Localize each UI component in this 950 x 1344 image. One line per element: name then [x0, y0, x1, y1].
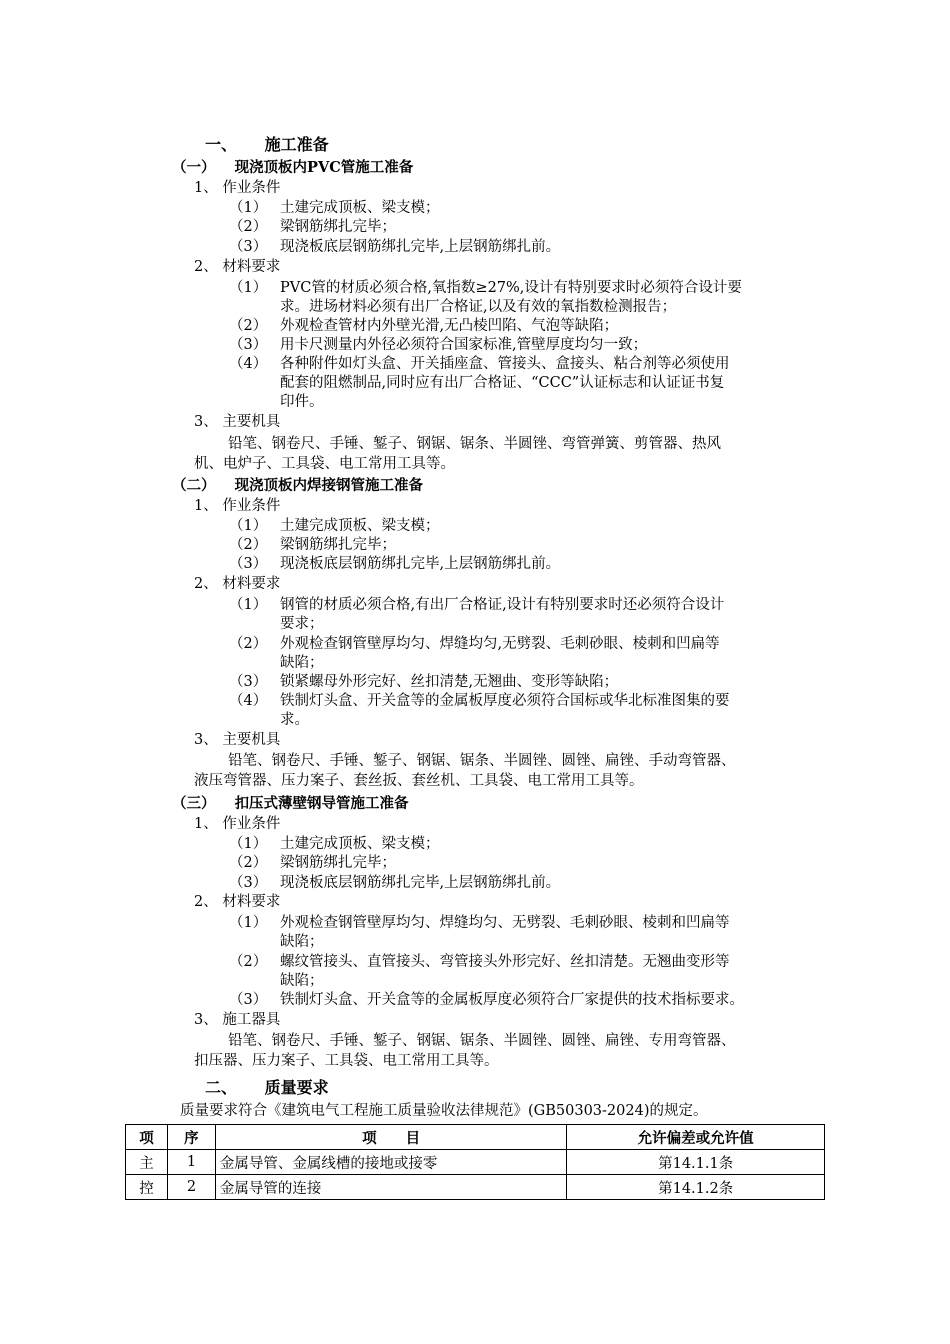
list-item-number: （2）: [229, 318, 268, 334]
list-item-text: 铁制灯头盒、开关盒等的金属板厚度必须符合厂家提供的技术指标要求。: [280, 992, 744, 1008]
section-heading-2: [205, 1078, 329, 1097]
quality-table: [125, 1124, 825, 1200]
construction-tools-label: 3、 施工器具: [194, 1012, 281, 1028]
main-tools-label: 3、 主要机具: [194, 414, 281, 430]
tools-text: 铅笔、钢卷尺、手锤、錾子、钢锯、锯条、半圆锉、弯管弹簧、剪管器、热风: [228, 436, 721, 452]
list-item-text: 螺纹管接头、直管接头、弯管接头外形完好、丝扣清楚。无翘曲变形等: [280, 954, 730, 970]
list-item-text: 土建完成顶板、梁支模；: [280, 518, 440, 534]
list-item-text: PVC管的材质必须合格,氧指数≥27%,设计有特别要求时必须符合设计要: [280, 280, 742, 296]
list-item-text: 用卡尺测量内外径必须符合国家标准,管壁厚度均匀一致；: [280, 337, 648, 353]
list-item-text: 各种附件如灯头盒、开关插座盒、管接头、盒接头、粘合剂等必须使用: [280, 356, 730, 372]
list-item-number: （4）: [229, 356, 268, 372]
tools-text: 机、电炉子、工具袋、电工常用工具等。: [194, 456, 455, 472]
list-item-text: 要求；: [280, 616, 324, 632]
quality-intro: 质量要求符合《建筑电气工程施工质量验收法律规范》(GB50303-2024)的规定。: [180, 1103, 708, 1119]
list-item-text: 外观检查钢管壁厚均匀、焊缝均匀,无劈裂、毛刺砂眼、棱刺和凹扁等: [280, 636, 720, 652]
list-item-number: （2）: [229, 636, 268, 652]
seq-cell: 2: [167, 1175, 215, 1200]
list-item-text: 外观检查管材内外壁光滑,无凸棱凹陷、气泡等缺陷；: [280, 318, 619, 334]
section-heading-1: [205, 135, 329, 154]
group-cell: 控: [126, 1175, 168, 1200]
table-row: [126, 1175, 825, 1200]
list-item-text: 现浇板底层钢筋绑扎完毕,上层钢筋绑扎前。: [280, 239, 561, 255]
list-item-text: 外观检查钢管壁厚均匀、焊缝均匀、无劈裂、毛刺砂眼、棱刺和凹扁等: [280, 915, 730, 931]
list-item-text: 土建完成顶板、梁支模；: [280, 836, 440, 852]
subsection-heading-3: [172, 794, 409, 813]
value-cell: 第14.1.2条: [567, 1175, 825, 1200]
list-item-number: （3）: [229, 556, 268, 572]
list-item-number: （3）: [229, 337, 268, 353]
list-item-text: 梁钢筋绑扎完毕；: [280, 855, 396, 871]
table-header-row: [126, 1125, 825, 1150]
item-cell: 金属导管的连接: [215, 1175, 566, 1200]
list-item-number: （2）: [229, 954, 268, 970]
value-cell: 第14.1.1条: [567, 1150, 825, 1175]
list-item-text: 配套的阻燃制品,同时应有出厂合格证、“CCC”认证标志和认证证书复: [280, 375, 725, 391]
table-row: [126, 1150, 825, 1175]
list-item-number: （1）: [229, 836, 268, 852]
list-item-text: 求。进场材料必须有出厂合格证,以及有效的氧指数检测报告；: [280, 299, 677, 315]
subsection-title: 扣压式薄壁钢导管施工准备: [234, 795, 409, 812]
list-item-number: （2）: [229, 219, 268, 235]
list-item-number: （2）: [229, 855, 268, 871]
item-cell: 金属导管、金属线槽的接地或接零: [215, 1150, 566, 1175]
section-title: 质量要求: [264, 1078, 329, 1097]
list-item-text: 缺陷；: [280, 655, 324, 671]
material-requirements-label: 2、 材料要求: [194, 894, 281, 910]
list-item-text: 梁钢筋绑扎完毕；: [280, 537, 396, 553]
section-number: 二、: [205, 1078, 238, 1097]
list-item-number: （2）: [229, 537, 268, 553]
subsection-number: （二）: [172, 477, 216, 494]
header-cell: 允许偏差或允许值: [567, 1125, 825, 1150]
list-item-text: 锁紧螺母外形完好、丝扣清楚,无翘曲、变形等缺陷；: [280, 674, 619, 690]
subsection-heading-2: [172, 476, 423, 495]
list-item-number: （1）: [229, 597, 268, 613]
list-item-number: （3）: [229, 875, 268, 891]
material-requirements-label: 2、 材料要求: [194, 259, 281, 275]
tools-text: 扣压器、压力案子、工具袋、电工常用工具等。: [194, 1053, 499, 1069]
list-item-text: 铁制灯头盒、开关盒等的金属板厚度必须符合国标或华北标准图集的要: [280, 693, 730, 709]
list-item-text: 现浇板底层钢筋绑扎完毕,上层钢筋绑扎前。: [280, 556, 561, 572]
list-item-number: （1）: [229, 280, 268, 296]
work-conditions-label: 1、 作业条件: [194, 816, 281, 832]
list-item-number: （3）: [229, 992, 268, 1008]
tools-text: 铅笔、钢卷尺、手锤、錾子、钢锯、锯条、半圆锉、圆锉、扁锉、手动弯管器、: [228, 753, 736, 769]
list-item-text: 印件。: [280, 394, 324, 410]
list-item-text: 钢管的材质必须合格,有出厂合格证,设计有特别要求时还必须符合设计: [280, 597, 725, 613]
list-item-number: （4）: [229, 693, 268, 709]
tools-text: 液压弯管器、压力案子、套丝扳、套丝机、工具袋、电工常用工具等。: [194, 773, 644, 789]
subsection-number: （三）: [172, 795, 216, 812]
group-cell: 主: [126, 1150, 168, 1175]
header-cell: 项 目: [215, 1125, 566, 1150]
header-cell: 项: [126, 1125, 168, 1150]
list-item-text: 土建完成顶板、梁支模；: [280, 200, 440, 216]
subsection-heading-1: [172, 158, 413, 177]
list-item-number: （3）: [229, 239, 268, 255]
section-title: 施工准备: [264, 135, 329, 154]
subsection-title: 现浇顶板内焊接钢管施工准备: [234, 477, 424, 494]
list-item-text: 缺陷；: [280, 973, 324, 989]
header-cell: 序: [167, 1125, 215, 1150]
subsection-title: 现浇顶板内PVC管施工准备: [234, 159, 414, 176]
list-item-text: 缺陷；: [280, 934, 324, 950]
section-number: 一、: [205, 135, 238, 154]
seq-cell: 1: [167, 1150, 215, 1175]
list-item-text: 梁钢筋绑扎完毕；: [280, 219, 396, 235]
work-conditions-label: 1、 作业条件: [194, 180, 281, 196]
list-item-text: 求。: [280, 712, 309, 728]
list-item-number: （3）: [229, 674, 268, 690]
work-conditions-label: 1、 作业条件: [194, 498, 281, 514]
subsection-number: （一）: [172, 159, 216, 176]
list-item-number: （1）: [229, 518, 268, 534]
main-tools-label: 3、 主要机具: [194, 732, 281, 748]
list-item-number: （1）: [229, 915, 268, 931]
material-requirements-label: 2、 材料要求: [194, 576, 281, 592]
list-item-number: （1）: [229, 200, 268, 216]
list-item-text: 现浇板底层钢筋绑扎完毕,上层钢筋绑扎前。: [280, 875, 561, 891]
tools-text: 铅笔、钢卷尺、手锤、錾子、钢锯、锯条、半圆锉、圆锉、扁锉、专用弯管器、: [228, 1033, 736, 1049]
